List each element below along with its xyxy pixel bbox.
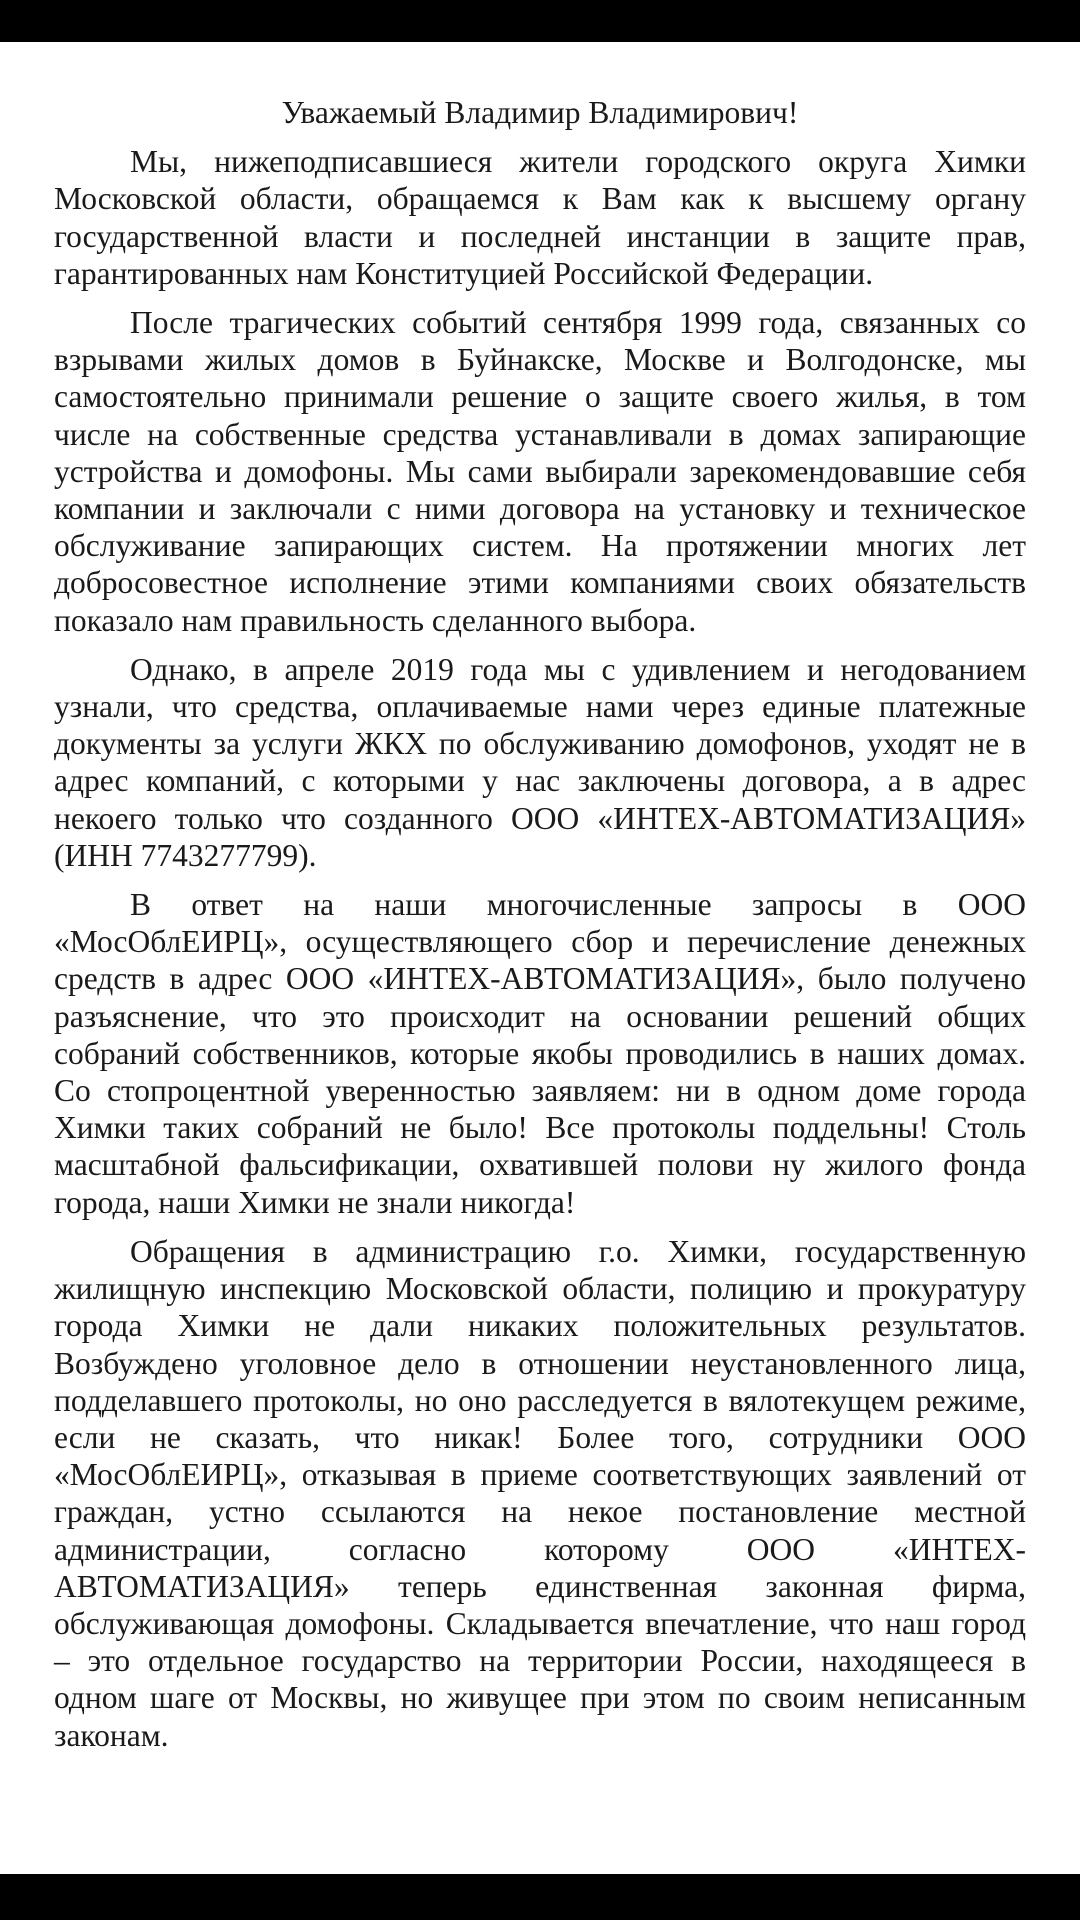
paragraph-1: Мы, нижеподписавшиеся жители городского округа Химки Московской области, обращаемся к Вам как к высшему органу государственной власти и последней инстанции в защите прав, гарантированных нам Конституцией Российской Федерации. [54, 144, 1026, 291]
paragraph-3: Однако, в апреле 2019 года мы с удивлением и негодованием узнали, что средства, оплачиваемые нами через единые платежные документы за услуги ЖКХ по обслуживанию домофонов, уходят не в адрес компаний, с которыми у нас заключены договора, а в адрес некоего только что созданного ООО «ИНТЕХ-АВТОМАТИЗАЦИЯ» (ИНН 7743277799). [54, 651, 1026, 873]
bottom-black-bar [0, 1874, 1080, 1920]
paragraph-2: После трагических событий сентября 1999 года, связанных со взрывами жилых домов в Буйнакске, Москве и Волгодонске, мы самостоятельно принимали решение о защите своего жилья, в том числе на собственные средства устанавливали в домах запирающие устройства и домофоны. Мы сами выбирали зарекомендовавшие себя компании и заключали с ними договора на установку и техническое обслуживание запирающих систем. На протяжении многих лет добросовестное исполнение этими компаниями своих обязательств показало нам правильность сделанного выбора. [54, 305, 1026, 638]
top-black-bar [0, 0, 1080, 42]
document-page[interactable] [0, 42, 1080, 1874]
paragraph-5: Обращения в администрацию г.о. Химки, государственную жилищную инспекцию Московской области, полицию и прокуратуру города Химки не дали никаких положительных результатов. Возбуждено уголовное дело в отношении неустановленного лица, подделавшего протоколы, но оно расследуется в вялотекущем режиме, если не сказать, что никак! Более того, сотрудники ООО «МосОблЕИРЦ», отказывая в приеме соответствующих заявлений от граждан, устно ссылаются на некое постановление местной администрации, согласно которому ООО «ИНТЕХ-АВТОМАТИЗАЦИЯ» теперь единственная законная фирма, обслуживающая домофоны. Складывается впечатление, что наш город – это отдельное государство на территории России, находящееся в одном шаге от Москвы, но живущее при этом по своим неписанным законам. [54, 1233, 1026, 1753]
salutation: Уважаемый Владимир Владимирович! [281, 95, 799, 130]
paragraph-4: В ответ на наши многочисленные запросы в ООО «МосОблЕИРЦ», осуществляющего сбор и перечисление денежных средств в адрес ООО «ИНТЕХ-АВТОМАТИЗАЦИЯ», было получено разъяснение, что это происходит на основании решений общих собраний собственников, которые якобы проводились в наших домах. Со стопроцентной уверенностью заявляем: ни в одном доме города Химки таких собраний не было! Все протоколы поддельны! Столь масштабной фальсификации, охватившей полови ну жилого фонда города, наши Химки не знали никогда! [54, 887, 1026, 1220]
document-body [54, 94, 1026, 1754]
